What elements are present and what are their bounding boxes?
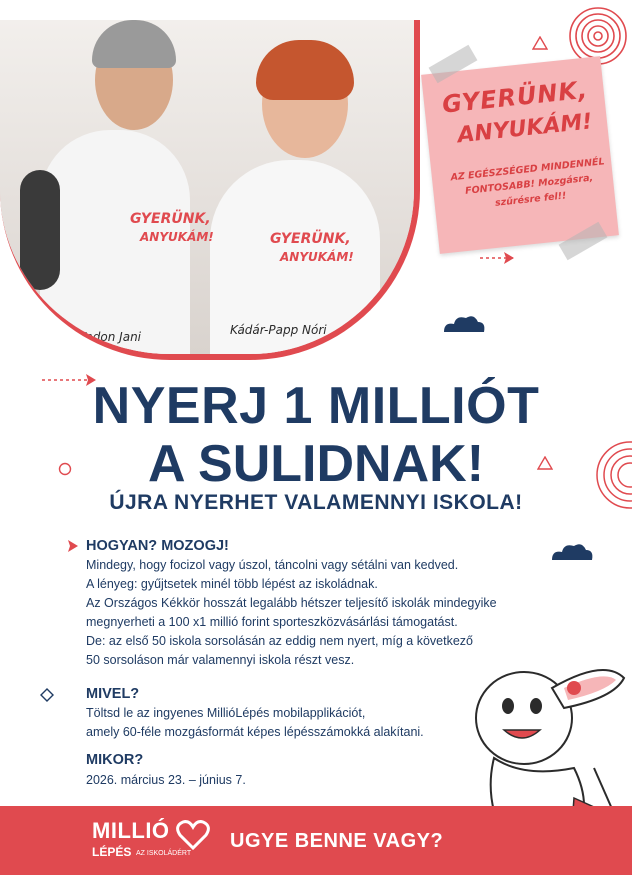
footer-slogan: UGYE BENNE VAGY? bbox=[230, 830, 444, 852]
section-when-body: 2026. március 23. – június 7. bbox=[86, 773, 246, 787]
shirt-text-1-left: GYERÜNK, bbox=[130, 211, 211, 227]
how-line: Az Országos Kékkör hosszát legalább hétszer teljesítő iskolák mindegyike bbox=[86, 596, 497, 610]
arrow-icon bbox=[46, 536, 86, 556]
with-line: Töltsd le az ingyenes MillióLépés mobilapplikációt, bbox=[86, 706, 366, 720]
arrow-icon bbox=[478, 248, 518, 278]
shirt-logo-left bbox=[130, 210, 214, 246]
how-line: A lényeg: gyűjtsetek minél több lépést az iskoládnak. bbox=[86, 577, 378, 591]
how-line: Mindegy, hogy focizol vagy úszol, táncolni vagy sétálni van kedved. bbox=[86, 558, 459, 572]
footer-logo-line-2: LÉPÉS bbox=[92, 845, 132, 859]
headline-subline: ÚJRA NYERHET VALAMENNYI ISKOLA! bbox=[109, 491, 523, 514]
shirt-text-2-left: ANYUKÁM! bbox=[140, 230, 214, 244]
shirt-logo-right bbox=[270, 230, 354, 266]
man-arm bbox=[20, 170, 60, 290]
cloud-icon bbox=[440, 312, 488, 334]
note-line-2: ANYUKÁM! bbox=[456, 109, 594, 149]
note-line-3: AZ EGÉSZSÉGED MINDENNÉL FONTOSABB! Mozgásra, szűrésre fel!! bbox=[450, 156, 606, 209]
section-how-title: HOGYAN? MOZOGJ! bbox=[86, 538, 229, 554]
note-line-1: GYERÜNK, bbox=[440, 75, 590, 119]
heart-logo-icon bbox=[176, 820, 210, 850]
section-with-title: MIVEL? bbox=[86, 686, 140, 702]
footer-bar bbox=[0, 806, 632, 875]
footer-logo-line-1: MILLIÓ bbox=[92, 818, 170, 843]
section-when-title: MIKOR? bbox=[86, 752, 144, 768]
name-left: Vadon Jani bbox=[78, 330, 142, 344]
how-line: 50 sorsoláson már valamennyi iskola részt vesz. bbox=[86, 653, 355, 667]
sticky-note bbox=[421, 56, 619, 254]
hero-photo bbox=[0, 20, 420, 360]
shirt-text-1-right: GYERÜNK, bbox=[270, 231, 351, 247]
diamond-outline-icon bbox=[40, 688, 54, 702]
how-line: De: az első 50 iskola sorsolásán az eddig nem nyert, míg a következő bbox=[86, 634, 474, 648]
shirt-text-2-right: ANYUKÁM! bbox=[280, 250, 354, 264]
footer-logo-line-3: AZ ISKOLÁDÉRT bbox=[136, 850, 192, 857]
how-line: megnyerheti a 100 x1 millió forint sporteszközvásárlási támogatást. bbox=[86, 615, 458, 629]
headline-line-1: NYERJ 1 MILLIÓT bbox=[92, 377, 540, 435]
name-right: Kádár-Papp Nóri bbox=[230, 323, 327, 337]
cloud-icon bbox=[548, 540, 596, 562]
with-line: amely 60-féle mozgásformát képes lépésszámokká alakítani. bbox=[86, 725, 424, 739]
triangle-outline-icon bbox=[532, 36, 548, 50]
headline-line-2: A SULIDNAK! bbox=[147, 435, 485, 493]
